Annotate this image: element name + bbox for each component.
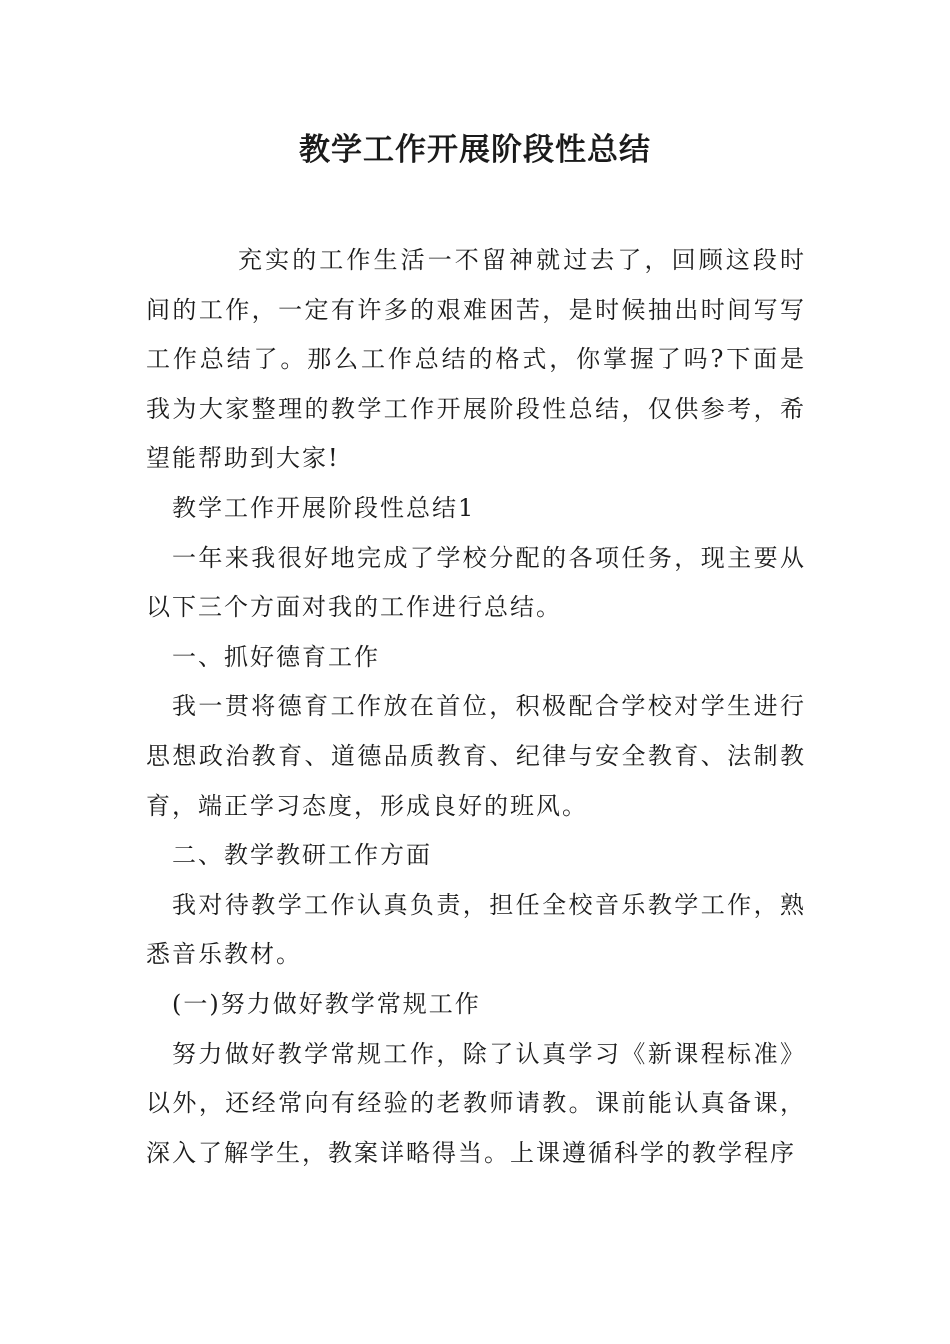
body-paragraph: 我对待教学工作认真负责，担任全校音乐教学工作，熟悉音乐教材。 xyxy=(146,890,806,969)
document-title: 教学工作开展阶段性总结 xyxy=(299,132,651,168)
body-paragraph: 努力做好教学常规工作，除了认真学习《新课程标准》以外，还经常向有经验的老教师请教。课前能认真备课，深入了解学生，教案详略得当。上课遵循科学的教学程序 xyxy=(146,1039,806,1167)
document-body xyxy=(146,236,806,1178)
section-heading-moral-education: 一、抓好德育工作 xyxy=(172,642,380,671)
body-paragraph: 我一贯将德育工作放在首位，积极配合学校对学生进行思想政治教育、道德品质教育、纪律与安全教育、法制教育，端正学习态度，形成良好的班风。 xyxy=(146,692,806,820)
subsection-heading-routine-work: (一)努力做好教学常规工作 xyxy=(172,989,481,1018)
section-heading-teaching-research: 二、教学教研工作方面 xyxy=(172,841,432,870)
section-heading-summary-1: 教学工作开展阶段性总结1 xyxy=(172,493,476,522)
body-paragraph: 一年来我很好地完成了学校分配的各项任务，现主要从以下三个方面对我的工作进行总结。 xyxy=(146,543,806,622)
intro-paragraph: 充实的工作生活一不留神就过去了，回顾这段时间的工作，一定有许多的艰难困苦，是时候抽出时间写写工作总结了。那么工作总结的格式，你掌握了吗?下面是我为大家整理的教学工作开展阶段性总结，仅供参考，希望能帮助到大家! xyxy=(146,246,806,473)
